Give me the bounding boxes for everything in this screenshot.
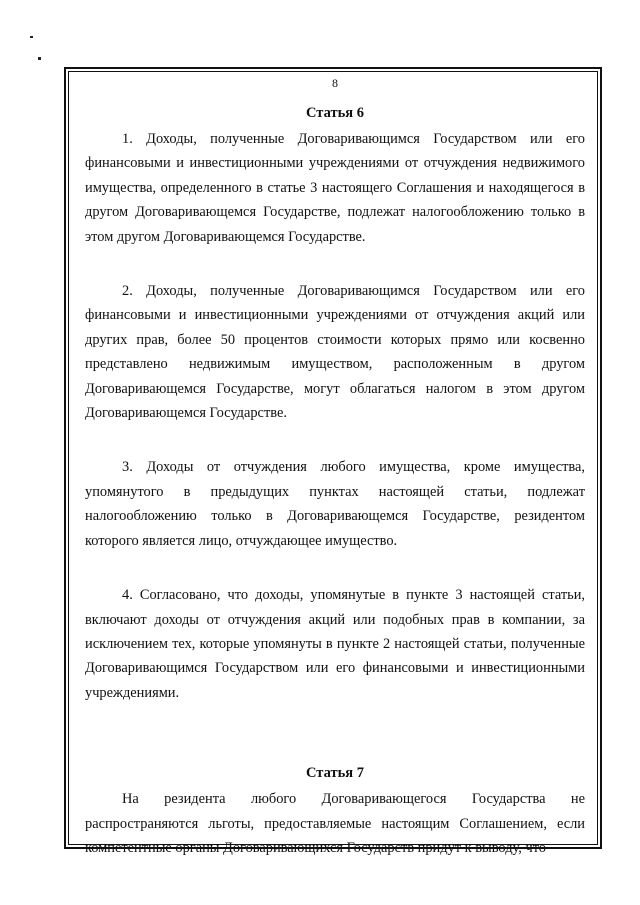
article-7-heading: Статья 7 — [306, 765, 364, 782]
scan-speck — [38, 57, 41, 60]
page-content — [85, 76, 585, 860]
scan-speck — [30, 36, 33, 38]
page-number: 8 — [332, 76, 338, 90]
article-6-paragraph-2: 2. Доходы, полученные Договаривающимся Государством или его финансовыми и инвестиционными учреждениями от отчуждения акций или других прав, более 50 процентов стоимости которых прямо или косвенно представлено недвижимым имуществом, расположенным в другом Договаривающемся Государстве, могут облагаться налогом в этом другом Договаривающемся Государстве. — [85, 283, 585, 422]
article-6-paragraph-3: 3. Доходы от отчуждения любого имущества, кроме имущества, упомянутого в предыдущих пунктах настоящей статьи, подлежат налогообложению только в Договаривающемся Государстве, резидентом которого является лицо, отчуждающее имущество. — [85, 459, 585, 549]
article-6-paragraph-4: 4. Согласовано, что доходы, упомянутые в пункте 3 настоящей статьи, включают доходы от отчуждения акций или подобных прав в компании, за исключением тех, которые упомянуты в пункте 2 настоящей статьи, полученные Договаривающимся Государством или его финансовыми и инвестиционными учреждениями. — [85, 587, 585, 701]
article-6-heading: Статья 6 — [306, 105, 364, 121]
article-6-paragraph-1: 1. Доходы, полученные Договаривающимся Государством или его финансовыми и инвестиционными учреждениями от отчуждения недвижимого имущества, определенного в статье 3 настоящего Соглашения и находящегося в другом Договаривающемся Государстве, подлежат налогообложению только в этом другом Договаривающемся Государстве. — [85, 131, 585, 245]
article-7-paragraph-1: На резидента любого Договаривающегося Государства не распространяются льготы, предоставляемые настоящим Соглашением, если компетентные органы Договаривающихся Государств придут к выводу, что — [85, 791, 585, 856]
